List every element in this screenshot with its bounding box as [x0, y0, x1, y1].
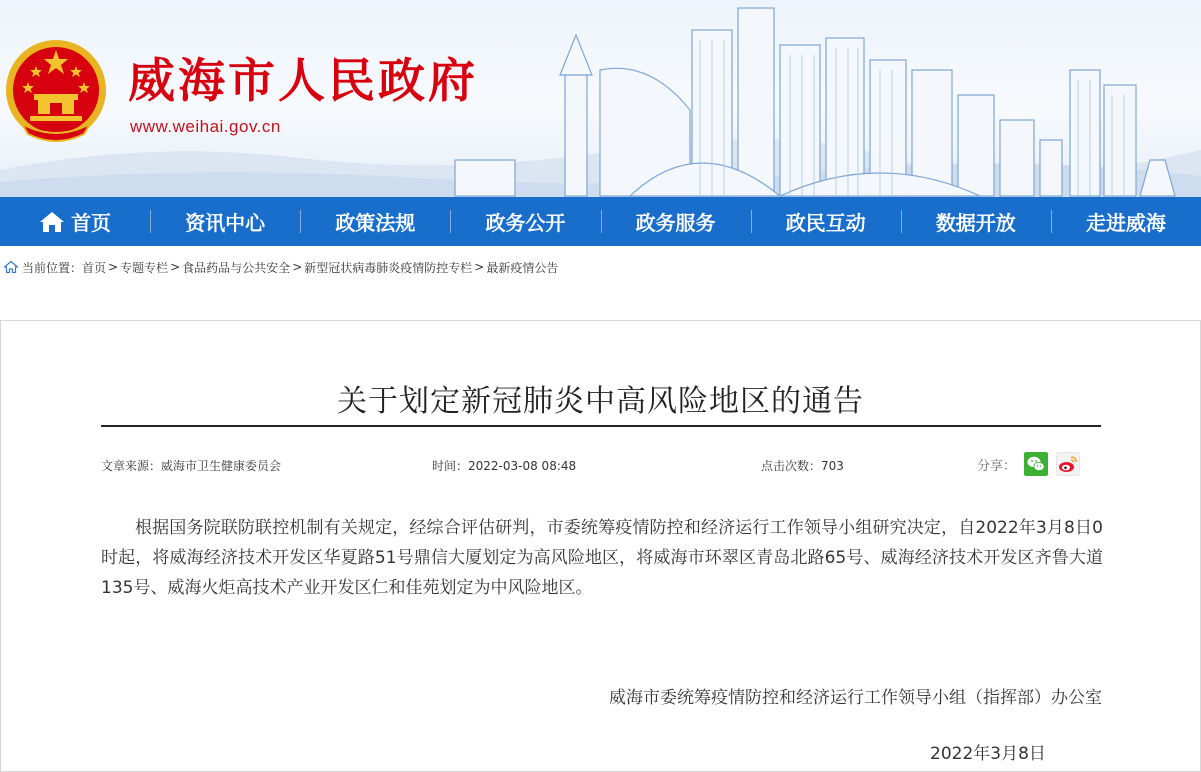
nav-item-label: 走进威海 [1085, 211, 1166, 235]
breadcrumb-link-topics[interactable]: 专题专栏 [120, 260, 169, 275]
breadcrumb-prefix: 当前位置： [22, 260, 83, 275]
article-date: 2022年3月8日 [930, 744, 1046, 764]
nav-item-label: 政务服务 [635, 211, 716, 235]
site-header [0, 0, 1201, 197]
home-icon [39, 211, 65, 233]
breadcrumb-link-food-safety[interactable]: 食品药品与公共安全 [182, 260, 291, 275]
breadcrumb [0, 257, 558, 277]
weibo-icon[interactable] [1056, 452, 1080, 476]
article-signature: 威海市委统筹疫情防控和经济运行工作领导小组（指挥部）办公室 [609, 688, 1102, 708]
nav-item-label: 首页 [71, 211, 112, 235]
breadcrumb-link-home[interactable]: 首页 [82, 260, 107, 275]
national-emblem-icon [4, 38, 108, 142]
article-time: 时间：2022-03-08 08:48 [432, 459, 577, 473]
article-title: 关于划定新冠肺炎中高风险地区的通告 [337, 384, 864, 419]
breadcrumb-link-latest-notice[interactable]: 最新疫情公告 [486, 260, 559, 275]
nav-item-about-weihai[interactable] [1051, 197, 1201, 246]
nav-item-label: 政民互动 [785, 211, 866, 235]
nav-item-label: 政务公开 [485, 211, 566, 235]
nav-item-label: 资讯中心 [185, 211, 266, 235]
nav-item-gov-services[interactable] [601, 197, 751, 246]
breadcrumb-separator: > [108, 260, 119, 274]
nav-item-gov-affairs[interactable] [450, 197, 600, 246]
site-title: 威海市人民政府 [128, 54, 478, 109]
wechat-icon[interactable] [1024, 452, 1048, 476]
nav-item-policy[interactable] [300, 197, 450, 246]
breadcrumb-link-covid-column[interactable]: 新型冠状病毒肺炎疫情防控专栏 [304, 260, 473, 275]
nav-item-label: 政策法规 [335, 211, 416, 235]
share-label: 分享： [977, 458, 1017, 474]
breadcrumb-separator: > [292, 260, 303, 274]
article-views: 点击次数：703 [761, 459, 844, 473]
article-source: 文章来源：威海市卫生健康委员会 [101, 459, 282, 473]
nav-item-open-data[interactable] [901, 197, 1051, 246]
main-nav [0, 197, 1201, 246]
breadcrumb-separator: > [474, 260, 485, 274]
article-body: 根据国务院联防联控机制有关规定，经综合评估研判，市委统筹疫情防控和经济运行工作领导小组研究决定，自2022年3月8日0时起，将威海经济技术开发区华夏路51号鼎信大厦划定为高风险地区，将威海市环翠区青岛北路65号、威海经济技术开发区齐鲁大道135号、威海火炬高技术产业开发区仁和佳苑划定为中风险地区。 [101, 518, 1103, 598]
nav-item-interaction[interactable] [751, 197, 901, 246]
article-container [0, 320, 1201, 772]
title-divider [101, 425, 1101, 427]
nav-item-label: 数据开放 [935, 211, 1016, 235]
nav-item-news[interactable] [150, 197, 300, 246]
breadcrumb-separator: > [170, 260, 181, 274]
home-icon [4, 261, 18, 273]
share-bar [977, 452, 1080, 476]
site-url[interactable]: www.weihai.gov.cn [130, 117, 281, 136]
nav-item-home[interactable] [0, 197, 150, 246]
